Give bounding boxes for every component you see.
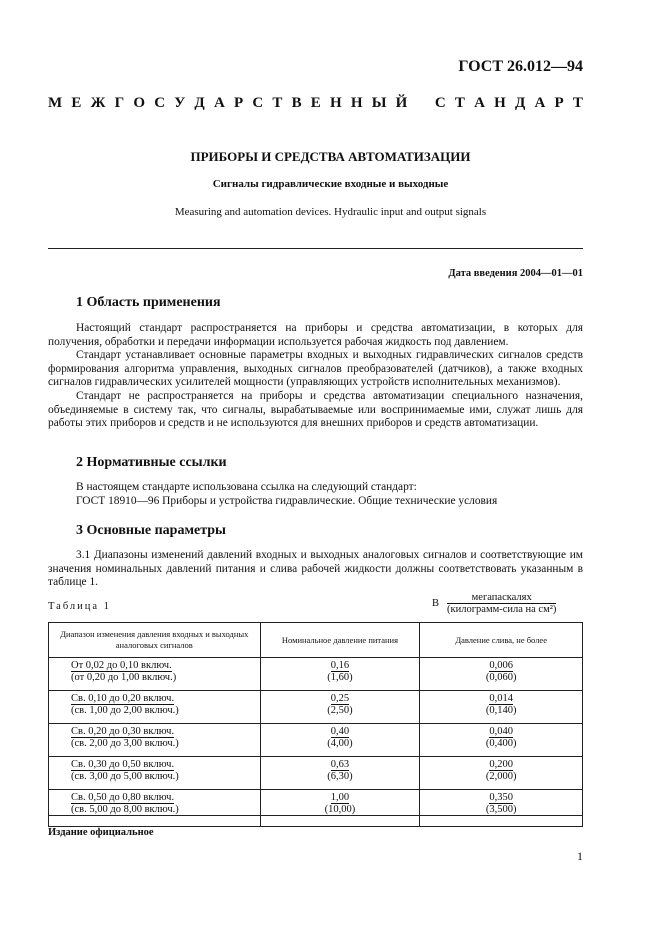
table-row: [49, 658, 583, 691]
cell-value-kgf: (10,00): [324, 804, 356, 815]
banner-letter: Н: [350, 95, 363, 111]
table-row: [49, 724, 583, 757]
table-cell: [49, 724, 261, 757]
banner-letter: Т: [572, 95, 583, 111]
table-row: [49, 691, 583, 724]
gost-number: ГОСТ 26.012—94: [458, 58, 583, 75]
reference: ГОСТ 18910—96 Приборы и устройства гидравлические. Общие технические условия: [76, 494, 498, 507]
banner-letter: Н: [329, 95, 342, 111]
table-cell: [49, 658, 261, 691]
units-bottom: (килограмм-сила на см²): [447, 604, 557, 615]
table-cell: [420, 757, 583, 790]
table-cell: [420, 691, 583, 724]
banner-letter: Т: [454, 95, 465, 111]
banner-letter: Е: [71, 95, 82, 111]
cell-value-kgf: (2,50): [327, 705, 353, 716]
cell-value-mpa: 0,25: [330, 693, 350, 704]
cell-value-mpa: 0,40: [330, 726, 350, 737]
table-label: Таблица 1: [48, 601, 111, 612]
units-fraction: [447, 592, 556, 615]
cell-value-kgf: (0,060): [485, 672, 517, 683]
table-cell: [49, 757, 261, 790]
table-cell: [420, 658, 583, 691]
section-2-heading: 2 Нормативные ссылки: [76, 455, 227, 470]
banner-letter: Т: [272, 95, 283, 111]
paragraph: В настоящем стандарте использована ссылка на следующий стандарт:: [76, 481, 417, 493]
cell-value-kgf: (3,500): [485, 804, 517, 815]
cell-value-kgf: (4,00): [327, 738, 353, 749]
standard-banner: [48, 95, 583, 112]
banner-letter: С: [252, 95, 264, 111]
cell-value-kgf: (св. 5,00 до 8,00 включ.): [71, 804, 179, 815]
banner-letter: Ж: [90, 95, 106, 111]
banner-letter: Д: [514, 95, 526, 111]
header-divider: [48, 248, 583, 249]
table-cell: [420, 790, 583, 827]
banner-letter: У: [174, 95, 186, 111]
banner-letter: М: [48, 95, 63, 111]
section-2-text: [48, 481, 583, 508]
cell-value-mpa: 0,200: [489, 759, 513, 770]
banner-letter: Ы: [371, 95, 387, 111]
paragraph: Стандарт не распространяется на приборы и средства автоматизации специального назначения, объединяемые в систему так, что сигналы, вырабатываемые или воспринимаемые ими, служат лишь для работы этих приборов и средств и не используются для внешних приборов и средств автоматизации.: [48, 389, 583, 430]
cell-value-kgf: (св. 2,00 до 3,00 включ.): [71, 738, 179, 749]
cell-value-mpa: 0,63: [330, 759, 350, 770]
banner-letter: О: [133, 95, 145, 111]
table-row: [49, 757, 583, 790]
cell-value-mpa: 1,00: [330, 792, 350, 803]
table-units: [432, 592, 556, 615]
pressure-table: [48, 622, 583, 827]
introduction-date: Дата введения 2004—01—01: [448, 268, 583, 279]
cell-value-kgf: (0,140): [485, 705, 517, 716]
table-cell: [260, 790, 420, 827]
banner-letter: Р: [554, 95, 564, 111]
banner-letter: С: [154, 95, 166, 111]
cell-value-mpa: Св. 0,50 до 0,80 включ.: [71, 792, 175, 803]
edition-note: Издание официальное: [48, 827, 154, 838]
column-header: Номинальное давление питания: [260, 623, 420, 658]
cell-value-kgf: (6,30): [327, 771, 353, 782]
cell-value-kgf: (св. 3,00 до 5,00 включ.): [71, 771, 179, 782]
banner-letter: Д: [194, 95, 205, 111]
cell-value-mpa: 0,16: [330, 660, 350, 671]
english-title: Measuring and automation devices. Hydraulic input and output signals: [174, 206, 487, 218]
footer-divider: [48, 815, 583, 816]
section-1-heading: 1 Область применения: [76, 295, 221, 310]
cell-value-mpa: 0,006: [489, 660, 513, 671]
table-cell: [420, 724, 583, 757]
banner-letter: Й: [395, 95, 408, 111]
banner-letter: Р: [233, 95, 244, 111]
cell-value-mpa: 0,040: [489, 726, 513, 737]
banner-letter: Е: [310, 95, 321, 111]
cell-value-mpa: 0,350: [489, 792, 513, 803]
paragraph: Стандарт устанавливает основные параметры входных и выходных гидравлических сигналов средств формирования алгоритма управления, выходных сигналов преобразователей (датчиков), а также входных сигналов гидравлических усилителей мощности (управляющих устройств исполнительных механизмов).: [48, 349, 583, 389]
banner-letter: А: [474, 95, 485, 111]
cell-value-mpa: 0,014: [489, 693, 513, 704]
section-3-heading: 3 Основные параметры: [76, 523, 226, 538]
paragraph: Настоящий стандарт распространяется на приборы и средства автоматизации, в которых для получения, обработки и передачи информации используется рабочая жидкость под давлением.: [48, 322, 583, 348]
document-subtitle: Сигналы гидравлические входные и выходные: [212, 178, 449, 190]
section-1-text: [48, 322, 583, 431]
banner-letter: Г: [114, 95, 125, 111]
table-cell: [260, 658, 420, 691]
page-number: 1: [577, 849, 583, 863]
cell-value-kgf: (2,000): [485, 771, 517, 782]
cell-value-mpa: От 0,02 до 0,10 включ.: [71, 660, 172, 671]
document-title: ПРИБОРЫ И СРЕДСТВА АВТОМАТИЗАЦИИ: [190, 149, 471, 164]
cell-value-kgf: (0,400): [485, 738, 517, 749]
units-top: мегапаскалях: [447, 592, 556, 604]
table-header-row: [49, 623, 583, 658]
table-cell: [49, 691, 261, 724]
paragraph: 3.1 Диапазоны изменений давлений входных и выходных аналоговых сигналов и соответствующие им значения номинальных давлений питания и слива рабочей жидкости должны соответствовать указанным в таблице 1.: [48, 549, 583, 589]
banner-letter: В: [291, 95, 302, 111]
cell-value-mpa: Св. 0,10 до 0,20 включ.: [71, 693, 175, 704]
cell-value-mpa: Св. 0,20 до 0,30 включ.: [71, 726, 175, 737]
section-3-text: [48, 549, 583, 590]
banner-letter: А: [534, 95, 546, 111]
table-cell: [260, 757, 420, 790]
banner-letter: Н: [494, 95, 506, 111]
table-cell: [260, 724, 420, 757]
banner-letter: А: [213, 95, 225, 111]
cell-value-kgf: (св. 1,00 до 2,00 включ.): [71, 705, 179, 716]
column-header: Диапазон изменения давления входных и выходных аналоговых сигналов: [49, 623, 261, 658]
banner-letter: С: [434, 95, 446, 111]
table-row: [49, 790, 583, 827]
column-header: Давление слива, не более: [420, 623, 583, 658]
cell-value-kgf: (от 0,20 до 1,00 включ.): [71, 672, 177, 683]
table-cell: [260, 691, 420, 724]
cell-value-kgf: (1,60): [327, 672, 353, 683]
table-cell: [49, 790, 261, 827]
cell-value-mpa: Св. 0,30 до 0,50 включ.: [71, 759, 175, 770]
units-prefix: В: [432, 598, 440, 609]
